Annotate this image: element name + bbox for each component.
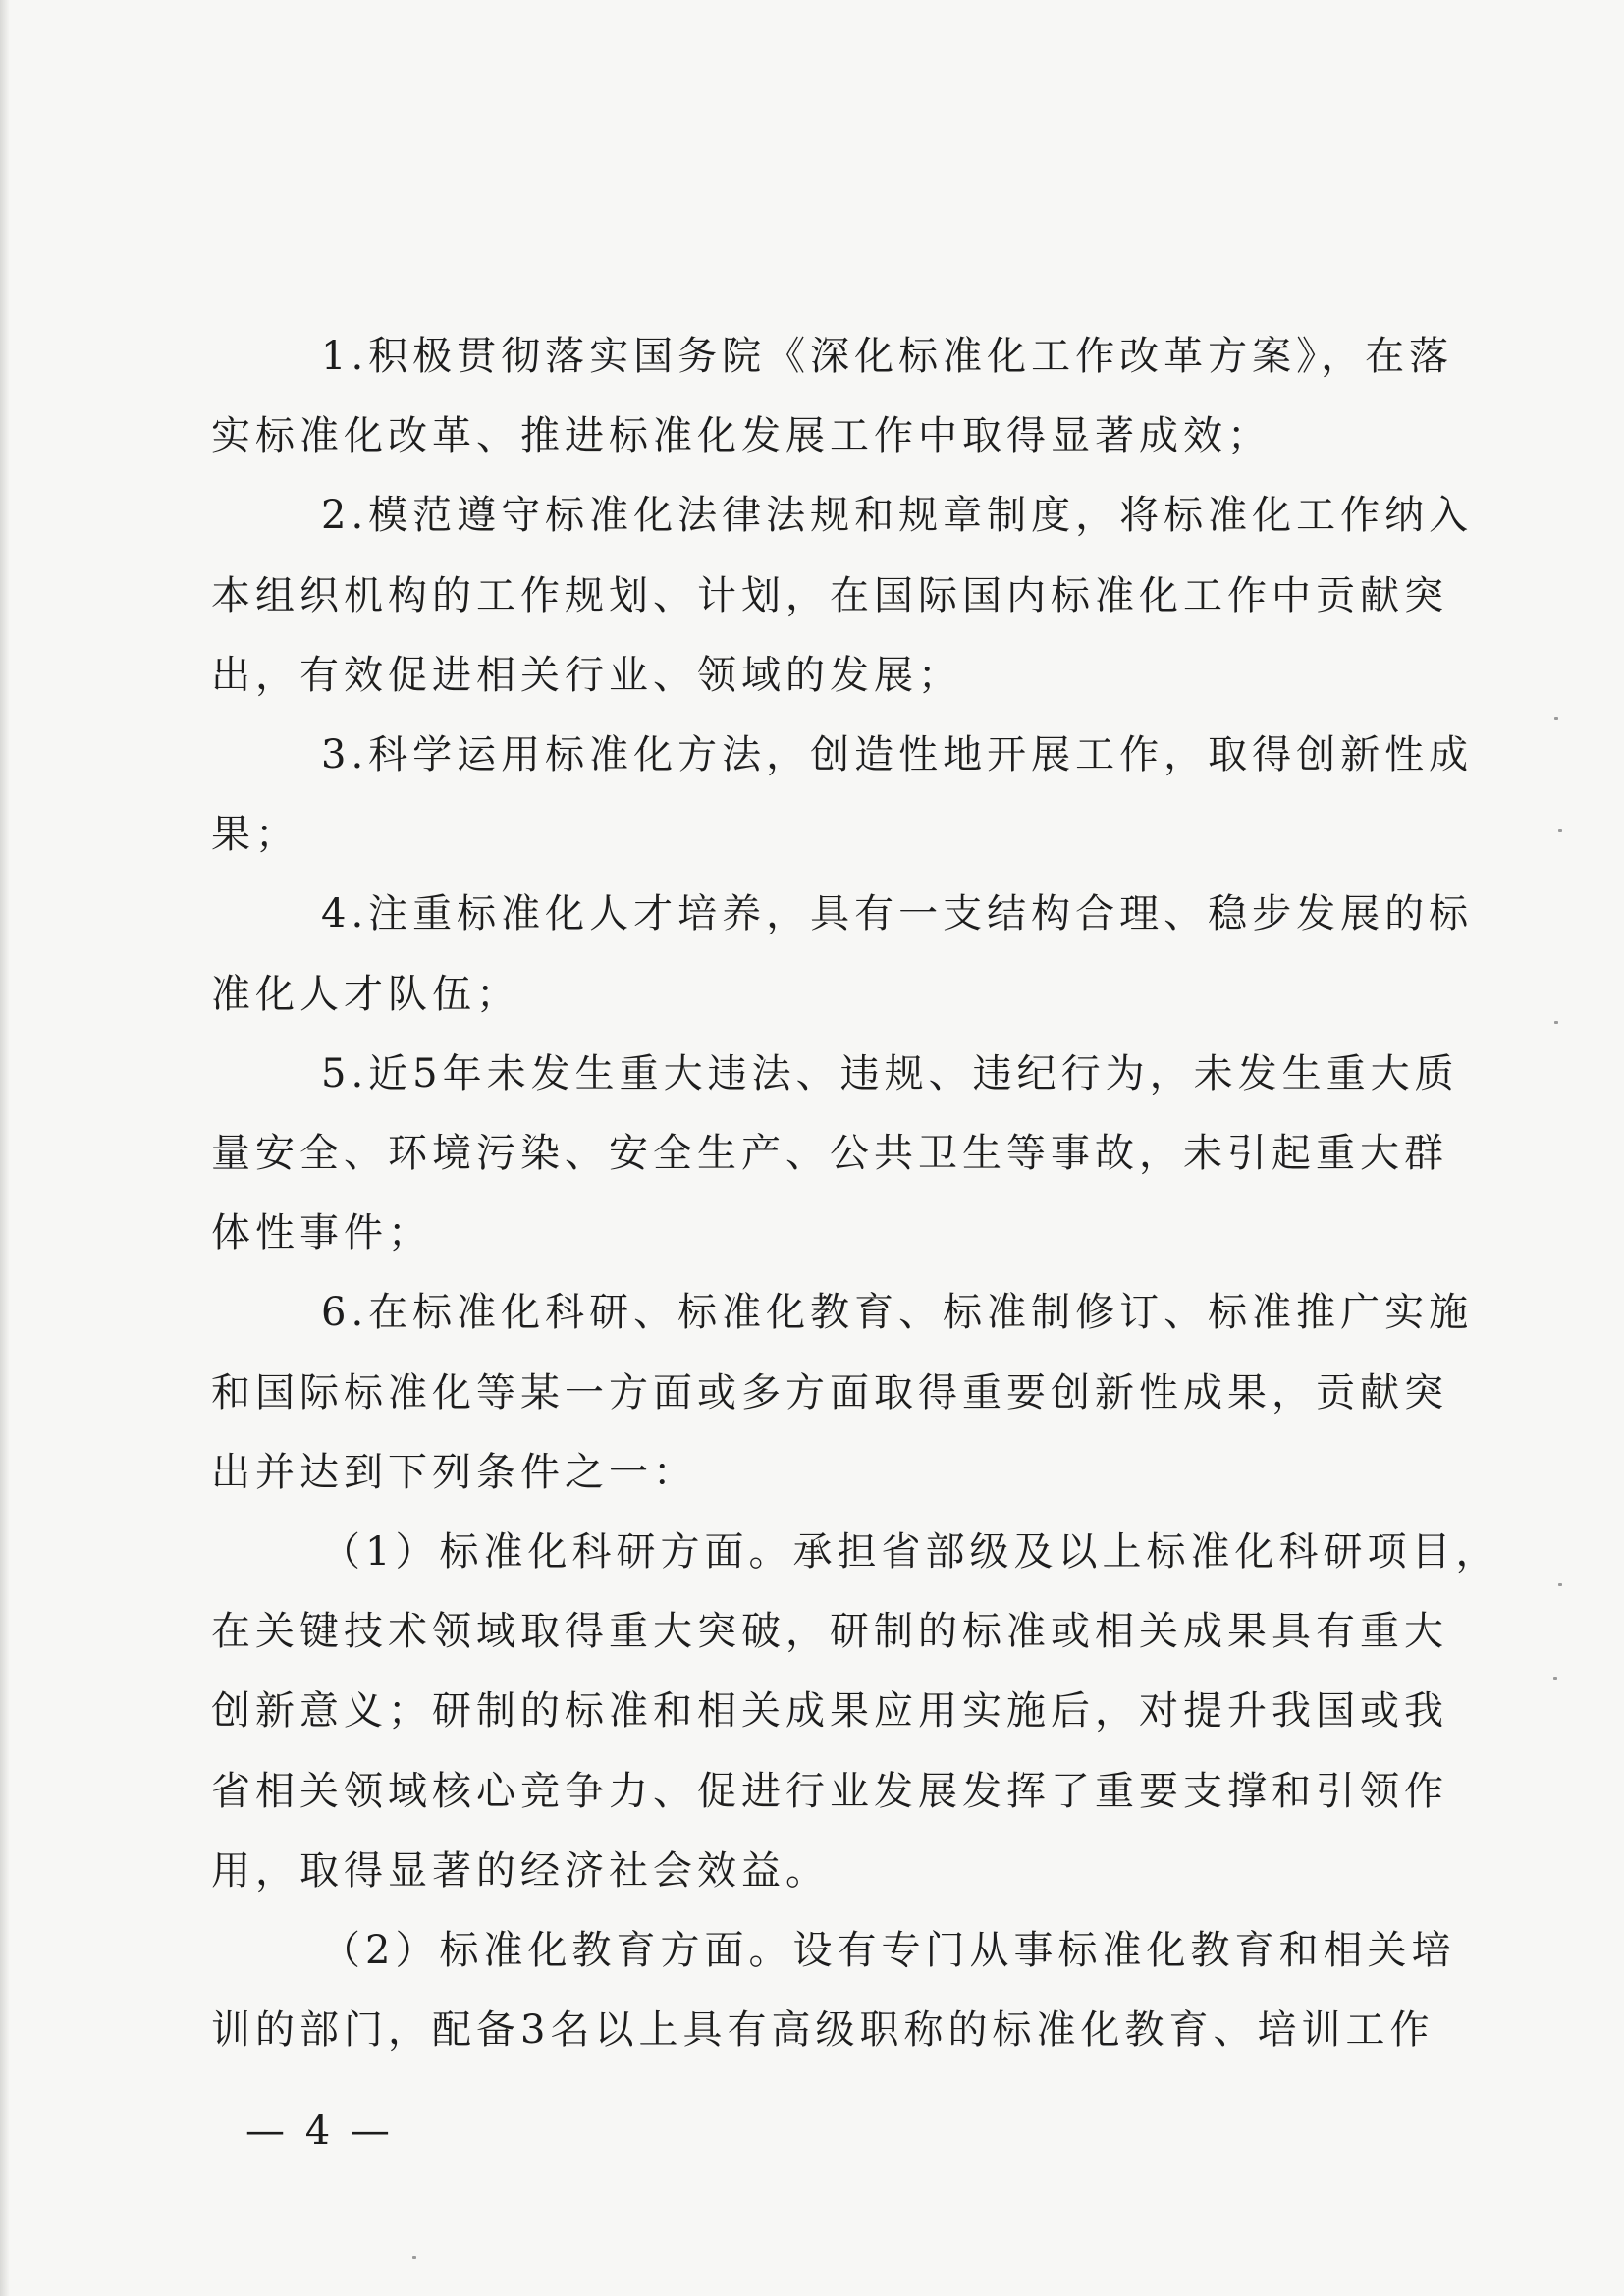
text-line: 出，有效促进相关行业、领域的发展；	[211, 652, 962, 698]
text-line: 省相关领域核心竞争力、促进行业发展发挥了重要支撑和引领作	[211, 1768, 1448, 1814]
text-line: 6.在标准化科研、标准化教育、标准制修订、标准推广实施	[321, 1290, 1474, 1336]
text-line: 在关键技术领域取得重大突破，研制的标准或相关成果具有重大	[211, 1609, 1448, 1655]
text-line: 准化人才队伍；	[211, 971, 520, 1017]
text-line: 量安全、环境污染、安全生产、公共卫生等事故，未引起重大群	[211, 1131, 1448, 1177]
scan-speck	[1558, 829, 1562, 832]
text-line: （1）标准化科研方面。承担省部级及以上标准化科研项目，	[321, 1529, 1500, 1575]
text-line: 出并达到下列条件之一：	[211, 1449, 697, 1495]
text-line: 实标准化改革、推进标准化发展工作中取得显著成效；	[211, 413, 1272, 459]
text-line: 本组织机构的工作规划、计划，在国际国内标准化工作中贡献突	[211, 572, 1448, 618]
text-line: 1.积极贯彻落实国务院《深化标准化工作改革方案》，在落	[321, 334, 1454, 379]
text-line: 用，取得显著的经济社会效益。	[211, 1847, 830, 1894]
scan-speck	[412, 2256, 416, 2259]
scan-speck	[1558, 1583, 1562, 1586]
text-line: 体性事件；	[211, 1210, 432, 1256]
text-line: 创新意义；研制的标准和相关成果应用实施后，对提升我国或我	[211, 1688, 1448, 1735]
scan-edge-shadow	[0, 0, 10, 2296]
text-line: 4.注重标准化人才培养，具有一支结构合理、稳步发展的标	[321, 891, 1474, 937]
scan-speck	[1553, 1677, 1557, 1680]
scan-speck	[1554, 1021, 1558, 1024]
text-line: （2）标准化教育方面。设有专门从事标准化教育和相关培	[321, 1928, 1456, 1974]
text-line: 训的部门，配备3名以上具有高级职称的标准化教育、培训工作	[211, 2007, 1435, 2054]
text-line: 果；	[211, 812, 299, 858]
text-line: 2.模范遵守标准化法律法规和规章制度，将标准化工作纳入	[321, 493, 1474, 539]
page-number: — 4 —	[245, 2109, 394, 2154]
text-line: 和国际标准化等某一方面或多方面取得重要创新性成果，贡献突	[211, 1369, 1448, 1415]
text-line: 3.科学运用标准化方法，创造性地开展工作，取得创新性成	[321, 732, 1474, 778]
text-line: 5.近5年未发生重大违法、违规、违纪行为，未发生重大质	[321, 1050, 1459, 1096]
body-text	[211, 317, 1500, 2070]
scan-speck	[1554, 717, 1558, 720]
